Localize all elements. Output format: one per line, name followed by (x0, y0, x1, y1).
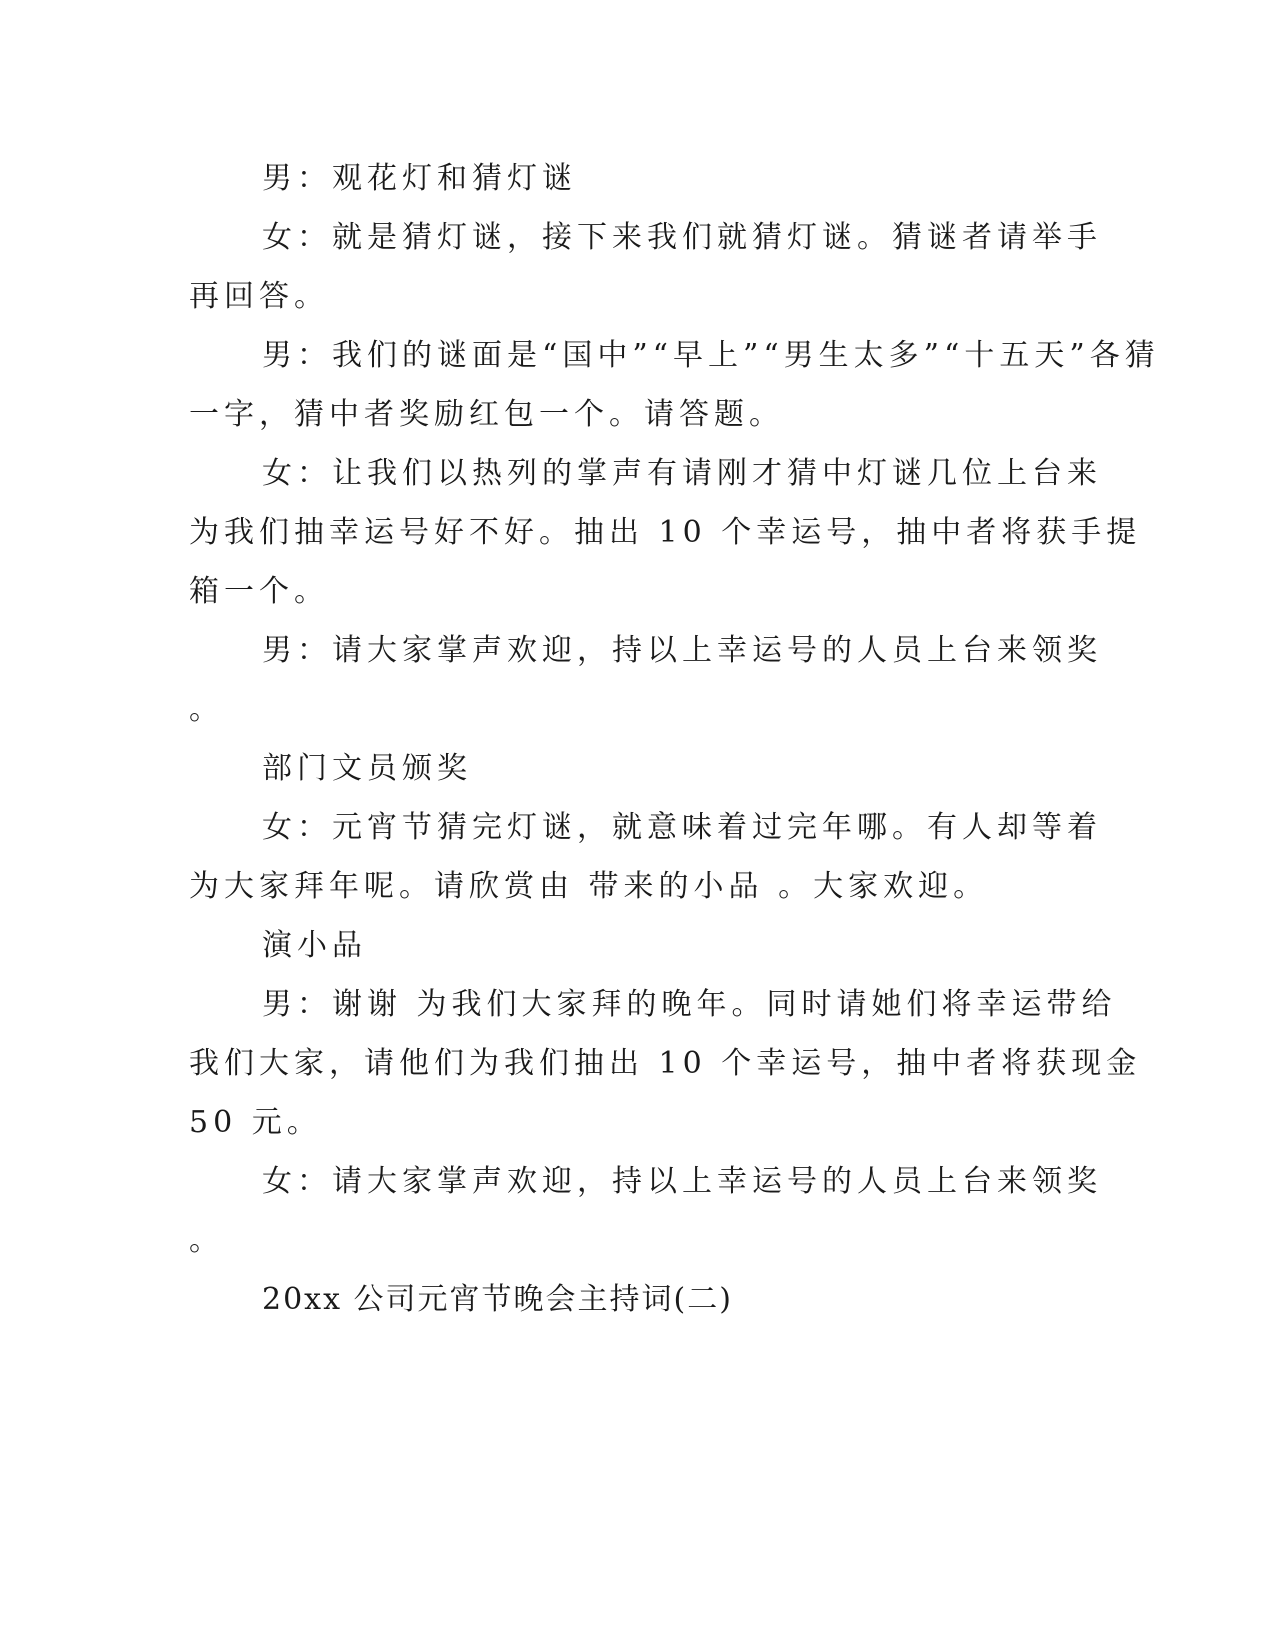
dialogue-line: 为大家拜年呢。请欣赏由 带来的小品 。大家欢迎。 (189, 869, 989, 904)
dialogue-line: 。 (189, 692, 224, 727)
dialogue-line: 我们大家，请他们为我们抽出 10 个幸运号，抽中者将获现金 (189, 1046, 1142, 1081)
dialogue-line: 再回答。 (189, 279, 329, 314)
dialogue-line: 男：观花灯和猜灯谜 (262, 161, 577, 196)
stage-direction: 部门文员颁奖 (262, 751, 472, 786)
dialogue-line: 箱一个。 (189, 574, 329, 609)
dialogue-line: 为我们抽幸运号好不好。抽出 10 个幸运号，抽中者将获手提 (189, 515, 1142, 550)
stage-direction: 演小品 (262, 928, 367, 963)
dialogue-line: 女：元宵节猜完灯谜，就意味着过完年哪。有人却等着 (262, 810, 1102, 845)
dialogue-line: 女：让我们以热列的掌声有请刚才猜中灯谜几位上台来 (262, 456, 1102, 491)
dialogue-line: 女：就是猜灯谜，接下来我们就猜灯谜。猜谜者请举手 (262, 220, 1102, 255)
dialogue-line: 50 元。 (189, 1105, 322, 1140)
dialogue-line: 一字，猜中者奖励红包一个。请答题。 (189, 397, 784, 432)
dialogue-line: 男：请大家掌声欢迎，持以上幸运号的人员上台来领奖 (262, 633, 1102, 668)
dialogue-line: 。 (189, 1223, 224, 1258)
dialogue-line: 男：谢谢 为我们大家拜的晚年。同时请她们将幸运带给 (262, 987, 1117, 1022)
dialogue-line: 女：请大家掌声欢迎，持以上幸运号的人员上台来领奖 (262, 1164, 1102, 1199)
section-heading: 20xx 公司元宵节晚会主持词(二) (262, 1282, 733, 1317)
dialogue-line: 男：我们的谜面是“国中”“早上”“男生太多”“十五天”各猜 (262, 338, 1160, 373)
